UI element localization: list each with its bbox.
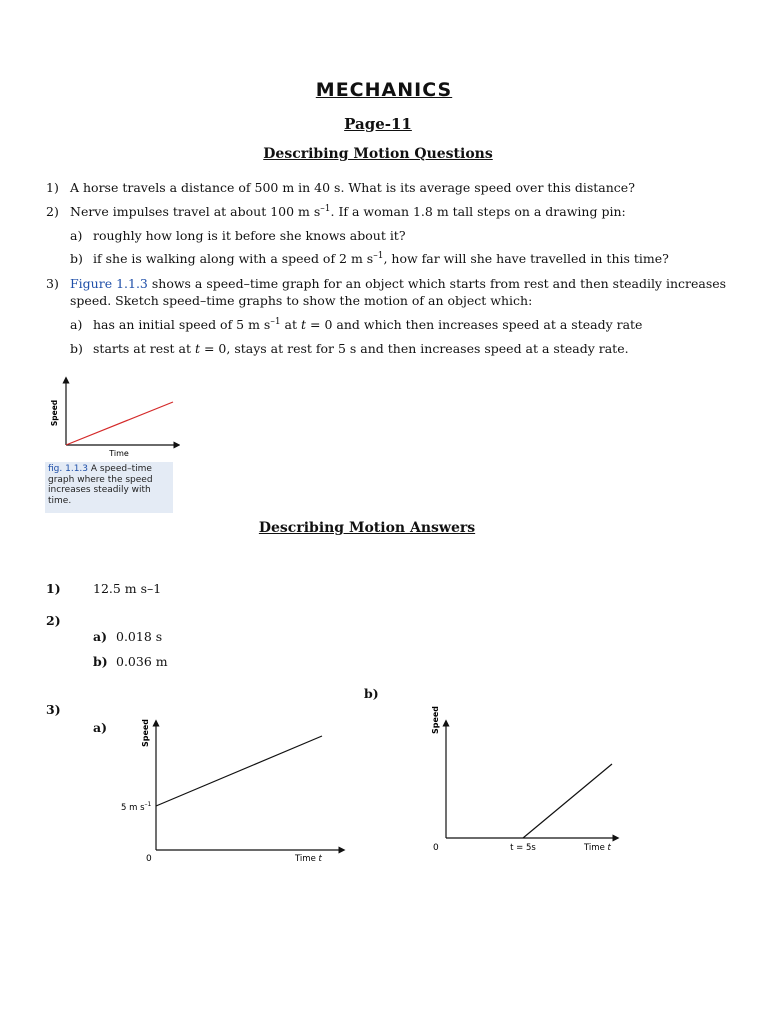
graph-a-y-label: Speed bbox=[141, 718, 150, 748]
answer-graph-b bbox=[420, 700, 620, 860]
answer-2-number: 2) bbox=[46, 613, 61, 628]
question-1-number: 1) bbox=[46, 180, 59, 195]
figure-x-label: Time bbox=[109, 449, 129, 458]
figure-speed-time-graph bbox=[45, 375, 180, 462]
questions-heading: Describing Motion Questions bbox=[263, 146, 493, 162]
question-2a-label: a) bbox=[70, 228, 83, 243]
graph-a-x-label: Time t bbox=[295, 854, 322, 864]
answer-1-text: 12.5 m s–1 bbox=[93, 581, 162, 596]
graph-b-y-label: Speed bbox=[431, 705, 440, 735]
question-2b-text: if she is walking along with a speed of 2 m $s^{-1}$, how far will she have travelled in this time? bbox=[93, 251, 669, 267]
answers-heading: Describing Motion Answers bbox=[258, 520, 476, 536]
question-2-number: 2) bbox=[46, 204, 59, 219]
figure-speed-line bbox=[66, 402, 173, 445]
question-3a-label: a) bbox=[70, 317, 83, 332]
question-2b-label: b) bbox=[70, 251, 83, 266]
graph-a-intercept-label: 5 m $s^{-1}$ bbox=[121, 801, 152, 813]
question-3b-text: starts at rest at t = 0, stays at rest for 5 s and then increases speed at a steady rate. bbox=[93, 341, 629, 356]
question-1-text: A horse travels a distance of 500 m in 40 s. What is its average speed over this distance? bbox=[70, 180, 635, 195]
answer-3a-label: a) bbox=[93, 720, 108, 735]
figure-link[interactable]: Figure 1.1.3 bbox=[70, 276, 148, 291]
question-3-number: 3) bbox=[46, 276, 59, 291]
answer-2a-label: a) bbox=[93, 629, 108, 644]
graph-a-origin-label: 0 bbox=[146, 854, 152, 864]
answer-graph-a bbox=[110, 715, 350, 870]
graph-b-speed-line bbox=[523, 764, 612, 838]
question-2a-text: roughly how long is it before she knows about it? bbox=[93, 228, 406, 243]
answer-2b-label: b) bbox=[93, 654, 108, 669]
question-3b-label: b) bbox=[70, 341, 83, 356]
page-title: MECHANICS bbox=[315, 79, 453, 101]
graph-b-origin-label: 0 bbox=[433, 843, 439, 853]
answer-3-number: 3) bbox=[46, 702, 61, 717]
question-3a-text: has an initial speed of 5 m $s^{-1}$ at t = 0 and which then increases speed at a steady rate bbox=[93, 317, 643, 333]
figure-y-label: Speed bbox=[50, 399, 59, 427]
answer-2b-text: 0.036 m bbox=[116, 654, 168, 669]
figure-caption: fig. 1.1.3 A speed–time graph where the speed increases steadily with time. bbox=[45, 462, 173, 513]
page-number: Page-11 bbox=[344, 115, 412, 133]
question-2-text: Nerve impulses travel at about 100 m $s^{-1}$. If a woman 1.8 m tall steps on a drawing pin: bbox=[70, 204, 626, 220]
question-3-text: Figure 1.1.3 shows a speed–time graph for an object which starts from rest and then steadily increases bbox=[70, 276, 727, 291]
answer-3b-label: b) bbox=[364, 686, 379, 701]
graph-b-tick-label: t = 5s bbox=[510, 843, 536, 853]
answer-1-number: 1) bbox=[46, 581, 61, 596]
graph-b-x-label: Time t bbox=[584, 843, 611, 853]
graph-a-speed-line bbox=[156, 736, 322, 806]
question-3-text-line2: speed. Sketch speed–time graphs to show the motion of an object which: bbox=[70, 293, 533, 308]
answer-2a-text: 0.018 s bbox=[116, 629, 163, 644]
